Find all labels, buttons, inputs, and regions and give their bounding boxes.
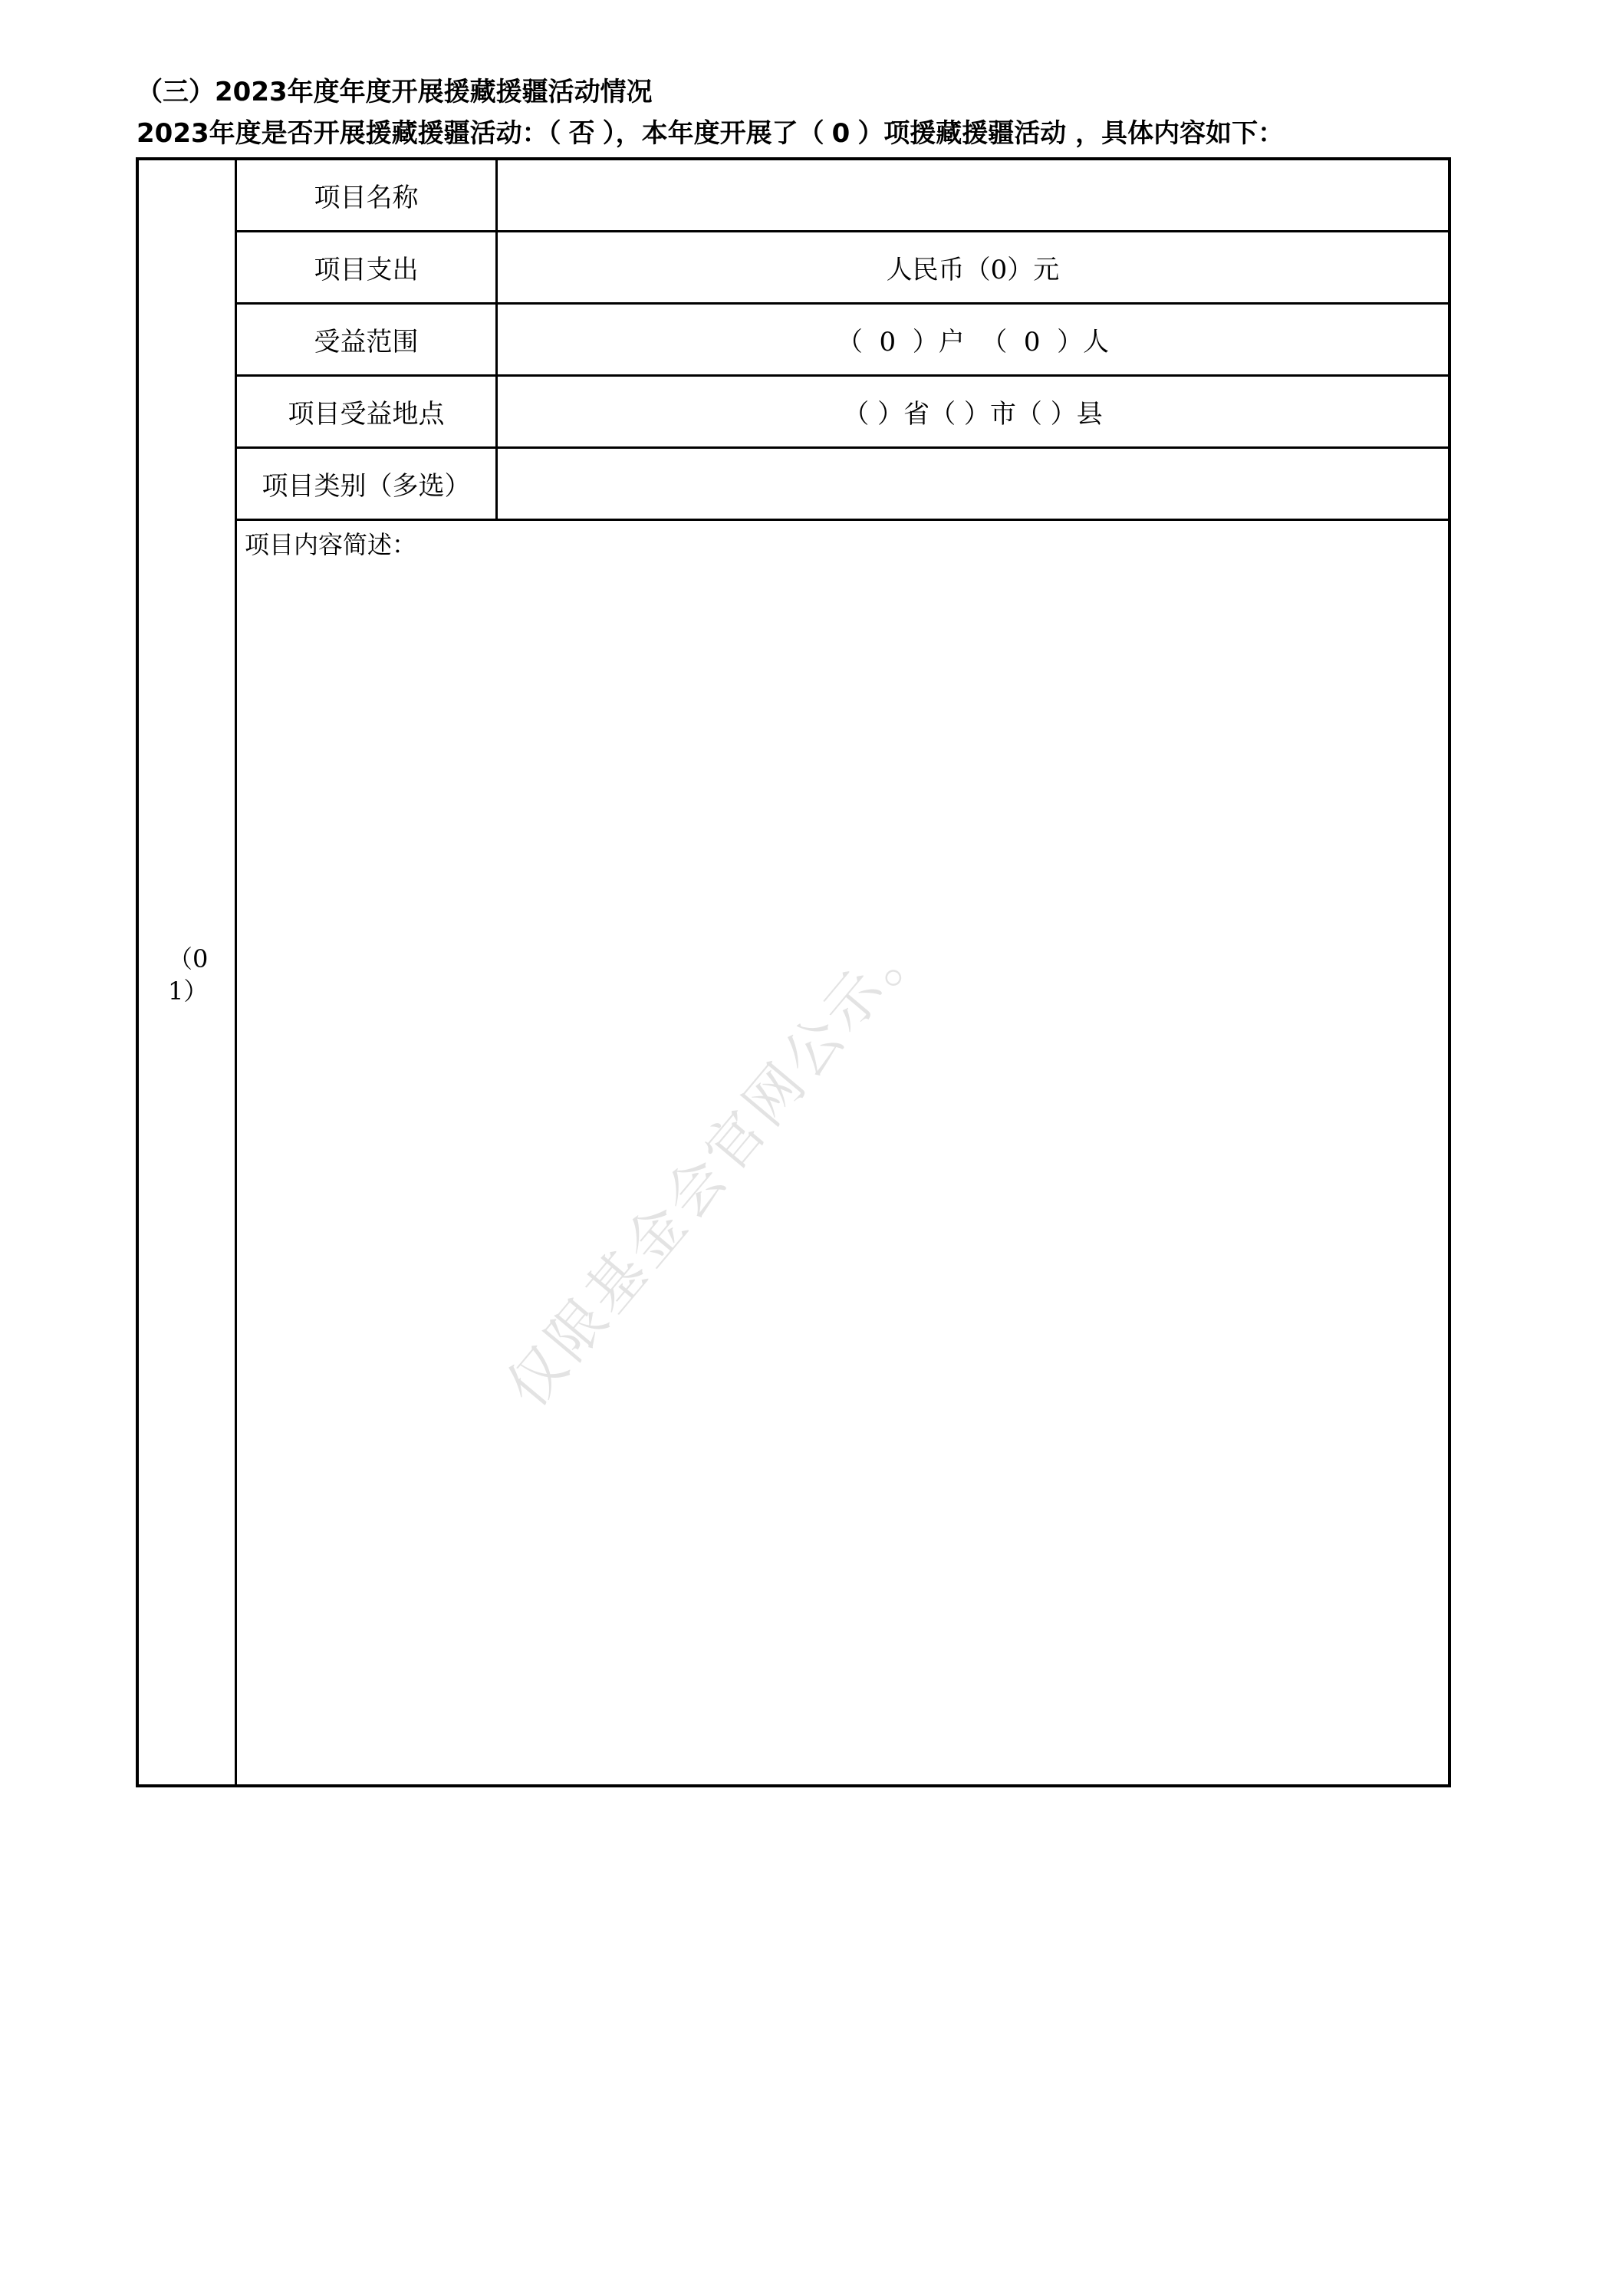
summary-line — [137, 118, 1284, 150]
row-value-project-category — [498, 449, 1448, 519]
row-value-project-expense: 人民币（0）元 — [886, 255, 1060, 285]
table-row — [237, 160, 1448, 232]
row-label-project-name: 项目名称 — [237, 160, 498, 230]
summary-answer: 否 — [568, 118, 595, 149]
row-value-beneficiary-scope: （ 0 ）户 （ 0 ）人 — [836, 327, 1110, 357]
summary-count: 0 — [831, 118, 850, 149]
watermark: 仅限基金会官网公示。 — [494, 907, 939, 1420]
summary-suffix: ）项援藏援疆活动 ，具体内容如下： — [857, 118, 1285, 149]
project-table — [136, 157, 1451, 1787]
row-label-project-category: 项目类别（多选） — [237, 449, 498, 519]
item-index: （01） — [168, 944, 209, 1006]
row-value-beneficiary-location: （ ）省（ ）市（ ）县 — [843, 399, 1103, 430]
item-index-cell — [139, 160, 237, 1784]
table-row — [237, 449, 1448, 521]
table-row — [237, 232, 1448, 305]
section-title: （三）2023年度年度开展援藏援疆活动情况 — [137, 77, 653, 107]
summary-prefix: 2023年度是否开展援藏援疆活动：（ — [137, 118, 561, 149]
row-label-beneficiary-location: 项目受益地点 — [237, 377, 498, 446]
description-cell — [237, 521, 1448, 1784]
table-row — [237, 377, 1448, 449]
description-label: 项目内容简述： — [245, 530, 417, 559]
table-row — [237, 305, 1448, 377]
summary-middle: ），本年度开展了（ — [602, 118, 824, 149]
row-label-project-expense: 项目支出 — [237, 232, 498, 302]
row-label-beneficiary-scope: 受益范围 — [237, 305, 498, 374]
row-value-project-name — [498, 160, 1448, 230]
